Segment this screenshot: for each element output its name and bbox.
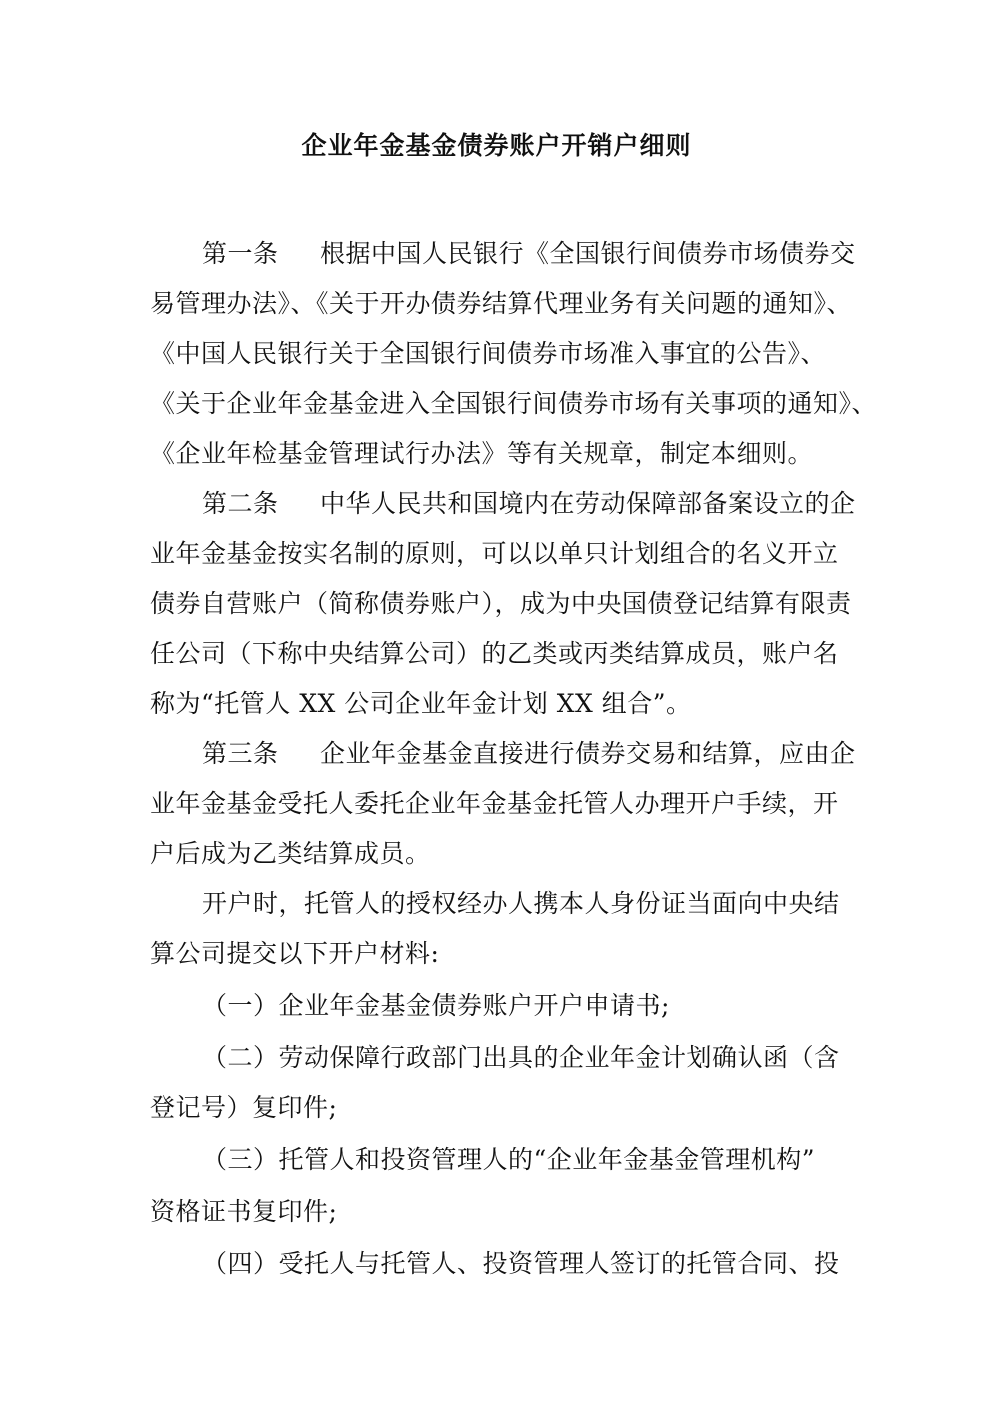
article-2-line-1: 中华人民共和国境内在劳动保障部备案设立的企 <box>320 489 856 518</box>
item-2-line-2: 登记号）复印件; <box>150 1093 338 1122</box>
item-3-line-2: 资格证书复印件; <box>150 1197 338 1226</box>
article-1-first-line <box>202 234 856 274</box>
article-2-line-3: 债券自营账户（简称债券账户），成为中央国债登记结算有限责 <box>150 589 852 618</box>
article-3-label: 第三条 <box>202 739 279 768</box>
article-1-line-5: 《企业年检基金管理试行办法》等有关规章，制定本细则。 <box>150 439 814 468</box>
article-1-line-4: 《关于企业年金基金进入全国银行间债券市场有关事项的通知》、 <box>150 389 878 418</box>
item-1-line-1: （一）企业年金基金债券账户开户申请书; <box>202 991 670 1020</box>
article-3-line-3: 户后成为乙类结算成员。 <box>150 839 431 868</box>
article-2-line-4: 任公司（下称中央结算公司）的乙类或丙类结算成员，账户名 <box>150 639 839 668</box>
article-3-first-line <box>202 734 856 774</box>
article-2-line-2: 业年金基金按实名制的原则，可以以单只计划组合的名义开立 <box>150 539 839 568</box>
article-3-line-1: 企业年金基金直接进行债券交易和结算，应由企 <box>320 739 856 768</box>
item-3-line-1: （三）托管人和投资管理人的“企业年金基金管理机构” <box>202 1145 816 1174</box>
opening-paragraph-line-2: 算公司提交以下开户材料: <box>150 939 440 968</box>
item-2-line-1: （二）劳动保障行政部门出具的企业年金计划确认函（含 <box>202 1043 840 1072</box>
opening-paragraph-line-1: 开户时，托管人的授权经办人携本人身份证当面向中央结 <box>202 889 840 918</box>
article-1-line-2: 易管理办法》、《关于开办债券结算代理业务有关问题的通知》、 <box>150 289 853 318</box>
article-2-first-line <box>202 484 856 524</box>
item-4-line-1: （四）受托人与托管人、投资管理人签订的托管合同、投 <box>202 1249 840 1278</box>
document-title: 企业年金基金债券账户开销户细则 <box>301 131 692 160</box>
article-1-label: 第一条 <box>202 239 279 268</box>
article-1-line-1: 根据中国人民银行《全国银行间债券市场债券交 <box>320 239 856 268</box>
article-3-line-2: 业年金基金受托人委托企业年金基金托管人办理开户手续，开 <box>150 789 839 818</box>
article-1-line-3: 《中国人民银行关于全国银行间债券市场准入事宜的公告》、 <box>150 339 827 368</box>
article-2-line-5: 称为“托管人 XX 公司企业年金计划 XX 组合”。 <box>150 689 692 718</box>
article-2-label: 第二条 <box>202 489 279 518</box>
